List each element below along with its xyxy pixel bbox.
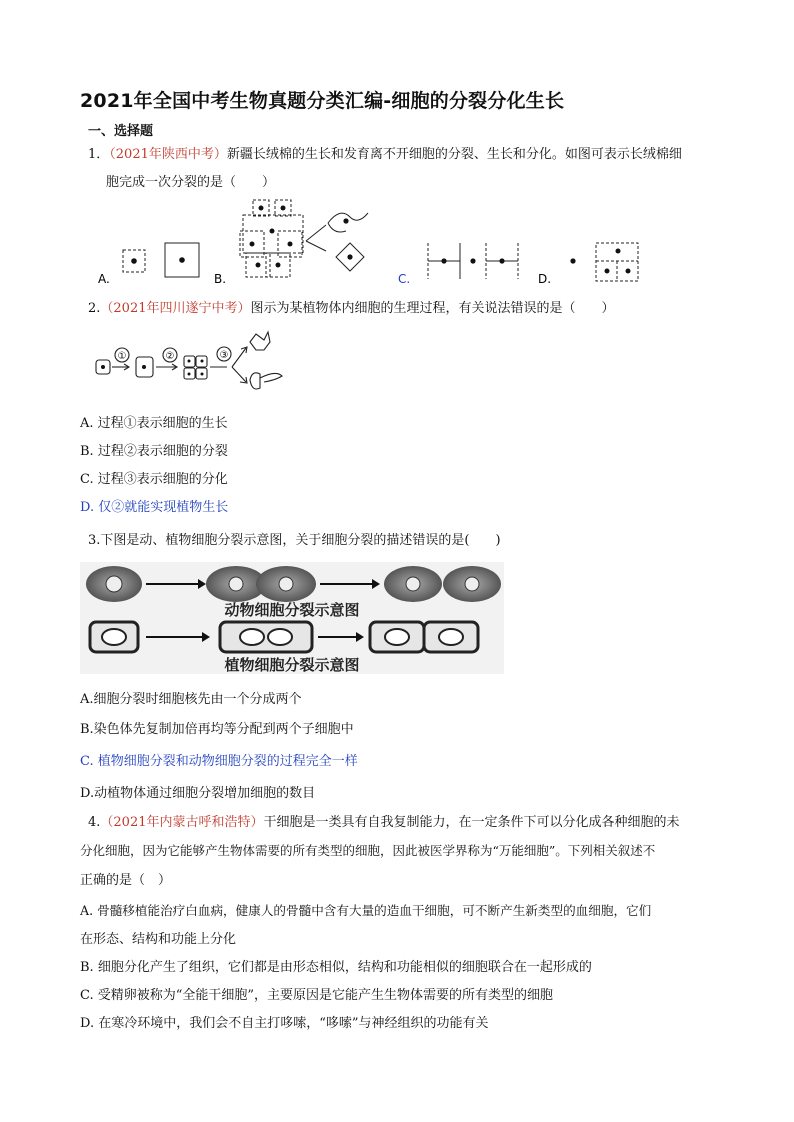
q3-option-b: B.染色体先复制加倍再均等分配到两个子细胞中: [80, 722, 354, 737]
q3-stem: 3.下图是动、植物细胞分裂示意图，关于细胞分裂的描述错误的是( ): [88, 533, 501, 548]
q1-number: 1．: [88, 147, 110, 162]
q4-option-d: D. 在寒冷环境中，我们会不自主打哆嗦，“哆嗦”与神经组织的功能有关: [80, 1016, 489, 1031]
q1-option-d-label: D.: [538, 272, 552, 286]
q1-option-c-label: C.: [398, 272, 411, 286]
q2-line: [88, 300, 615, 318]
q1-source: （2021年陕西中考）: [109, 147, 227, 162]
animal-cell-row: [86, 566, 501, 602]
q4-source: （2021年内蒙古呼和浩特）: [100, 815, 264, 830]
q4-option-a-2: 在形态、结构和功能上分化: [80, 932, 237, 947]
q1-option-a-label: A.: [98, 272, 110, 286]
q2-source: （2021年四川遂宁中考）: [100, 301, 251, 316]
q2-step-2: ②: [165, 351, 175, 362]
q4-stem-2: 分化细胞，因为它能够产生物体需要的所有类型的细胞，因此被医学界称为“万能细胞”。下列相关叙述不: [80, 843, 656, 858]
q3-option-a: A.细胞分裂时细胞核先由一个分成两个: [80, 692, 302, 707]
q2-option-a: A. 过程①表示细胞的生长: [80, 416, 228, 431]
q1-option-d-figure: [596, 243, 638, 281]
animal-figure-caption: 动物细胞分裂示意图: [224, 601, 360, 619]
q4-option-a-1: A. 骨髓移植能治疗白血病，健康人的骨髓中含有大量的造血干细胞，可不断产生新类型的血细胞，它们: [80, 903, 652, 918]
q1-figure: [88, 195, 648, 290]
page-title: 2021年全国中考生物真题分类汇编-细胞的分裂分化生长: [80, 90, 565, 112]
q2-option-b: B. 过程②表示细胞的分裂: [80, 444, 228, 459]
q4-option-c: C. 受精卵被称为“全能干细胞”，主要原因是它能产生生物体需要的所有类型的细胞: [80, 988, 554, 1003]
q1-line1: [88, 146, 682, 164]
q2-stem: 图示为某植物体内细胞的生理过程，有关说法错误的是（ ）: [250, 301, 615, 316]
plant-figure-caption: 植物细胞分裂示意图: [224, 656, 360, 674]
section-heading: 一、选择题: [88, 124, 154, 139]
q2-step-3: ③: [219, 350, 229, 361]
q1-stem-1: 新疆长绒棉的生长和发育离不开细胞的分裂、生长和分化。如图可表示长绒棉细: [226, 147, 682, 162]
q4-number: 4.: [88, 815, 101, 830]
q4-option-b: B. 细胞分化产生了组织，它们都是由形态相似，结构和功能相似的细胞联合在一起形成的: [80, 960, 592, 975]
q3-option-c: C. 植物细胞分裂和动物细胞分裂的过程完全一样: [80, 754, 358, 769]
q1-option-b-label: B.: [214, 272, 227, 286]
q3-figure: [80, 562, 504, 674]
q2-step-1: ①: [117, 351, 127, 362]
q2-number: 2.: [88, 301, 101, 316]
q2-option-c: C. 过程③表示细胞的分化: [80, 472, 228, 487]
q4-stem-3: 正确的是（ ）: [80, 873, 172, 888]
q3-option-d: D.动植物体通过细胞分裂增加细胞的数目: [80, 786, 316, 801]
q4-stem-1: 干细胞是一类具有自我复制能力，在一定条件下可以分化成各种细胞的未: [263, 815, 680, 830]
q2-figure: [92, 324, 302, 400]
q4-line1: [88, 814, 680, 832]
q2-option-d: D. 仅②就能实现植物生长: [80, 500, 229, 515]
q1-stem-2: 胞完成一次分裂的是（ ）: [106, 175, 276, 190]
